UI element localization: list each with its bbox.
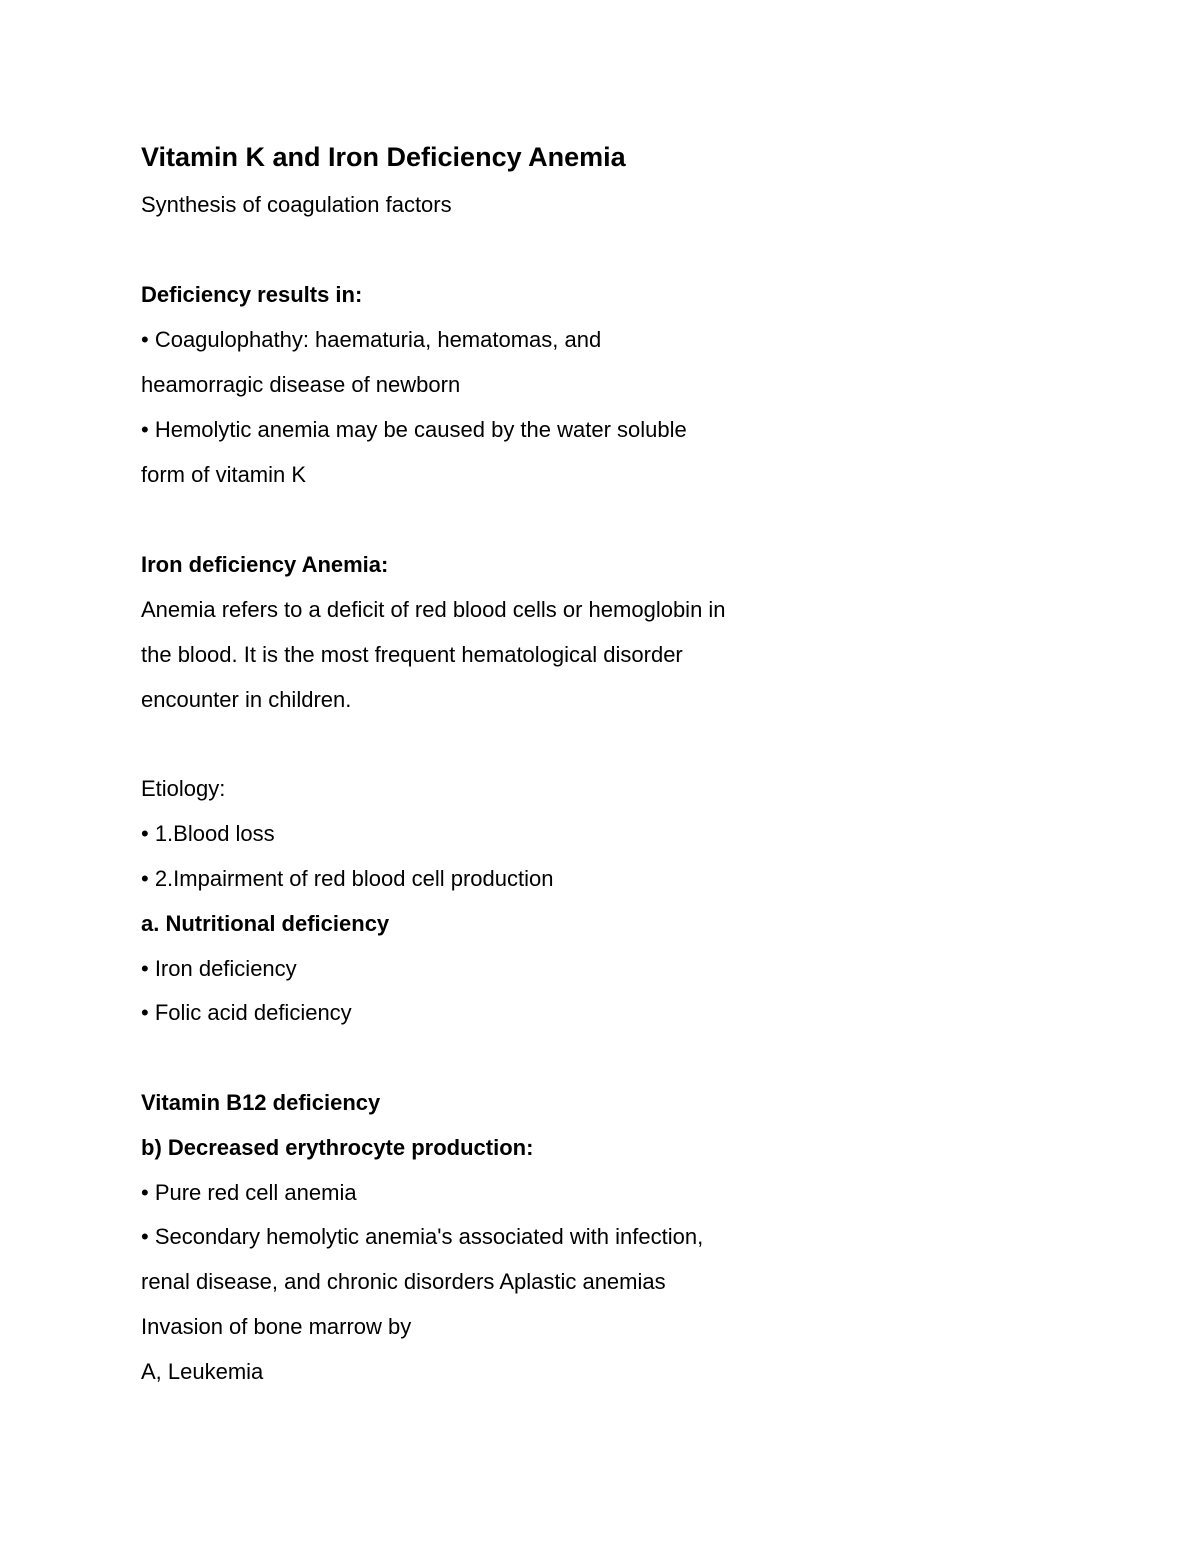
bullet-line: • 2.Impairment of red blood cell production bbox=[141, 866, 554, 891]
bullet-line: • Folic acid deficiency bbox=[141, 1000, 352, 1025]
etiology-label: Etiology: bbox=[141, 776, 226, 801]
text-line: renal disease, and chronic disorders Aplastic anemias bbox=[141, 1269, 666, 1294]
subheading-decreased-erythrocyte: b) Decreased erythrocyte production: bbox=[141, 1135, 534, 1160]
bullet-line: • Pure red cell anemia bbox=[141, 1180, 357, 1205]
bullet-line: • Hemolytic anemia may be caused by the water soluble bbox=[141, 417, 687, 442]
section-heading-deficiency-results: Deficiency results in: bbox=[141, 282, 363, 307]
text-line: A, Leukemia bbox=[141, 1359, 264, 1384]
intro-line: Synthesis of coagulation factors bbox=[141, 192, 452, 217]
text-line: Invasion of bone marrow by bbox=[141, 1314, 412, 1339]
subheading-vitamin-b12: Vitamin B12 deficiency bbox=[141, 1090, 381, 1115]
text-line: Anemia refers to a deficit of red blood cells or hemoglobin in bbox=[141, 597, 726, 622]
text-line: form of vitamin K bbox=[141, 462, 307, 487]
section-heading-iron-deficiency: Iron deficiency Anemia: bbox=[141, 552, 389, 577]
bullet-line: • Coagulophathy: haematuria, hematomas, and bbox=[141, 327, 602, 352]
text-line: encounter in children. bbox=[141, 687, 352, 712]
bullet-line: • Iron deficiency bbox=[141, 956, 297, 981]
document-title: Vitamin K and Iron Deficiency Anemia bbox=[141, 142, 626, 172]
subheading-nutritional-deficiency: a. Nutritional deficiency bbox=[141, 911, 390, 936]
bullet-line: • Secondary hemolytic anemia's associated with infection, bbox=[141, 1224, 704, 1249]
bullet-line: • 1.Blood loss bbox=[141, 821, 275, 846]
text-line: the blood. It is the most frequent hematological disorder bbox=[141, 642, 683, 667]
text-line: heamorragic disease of newborn bbox=[141, 372, 461, 397]
